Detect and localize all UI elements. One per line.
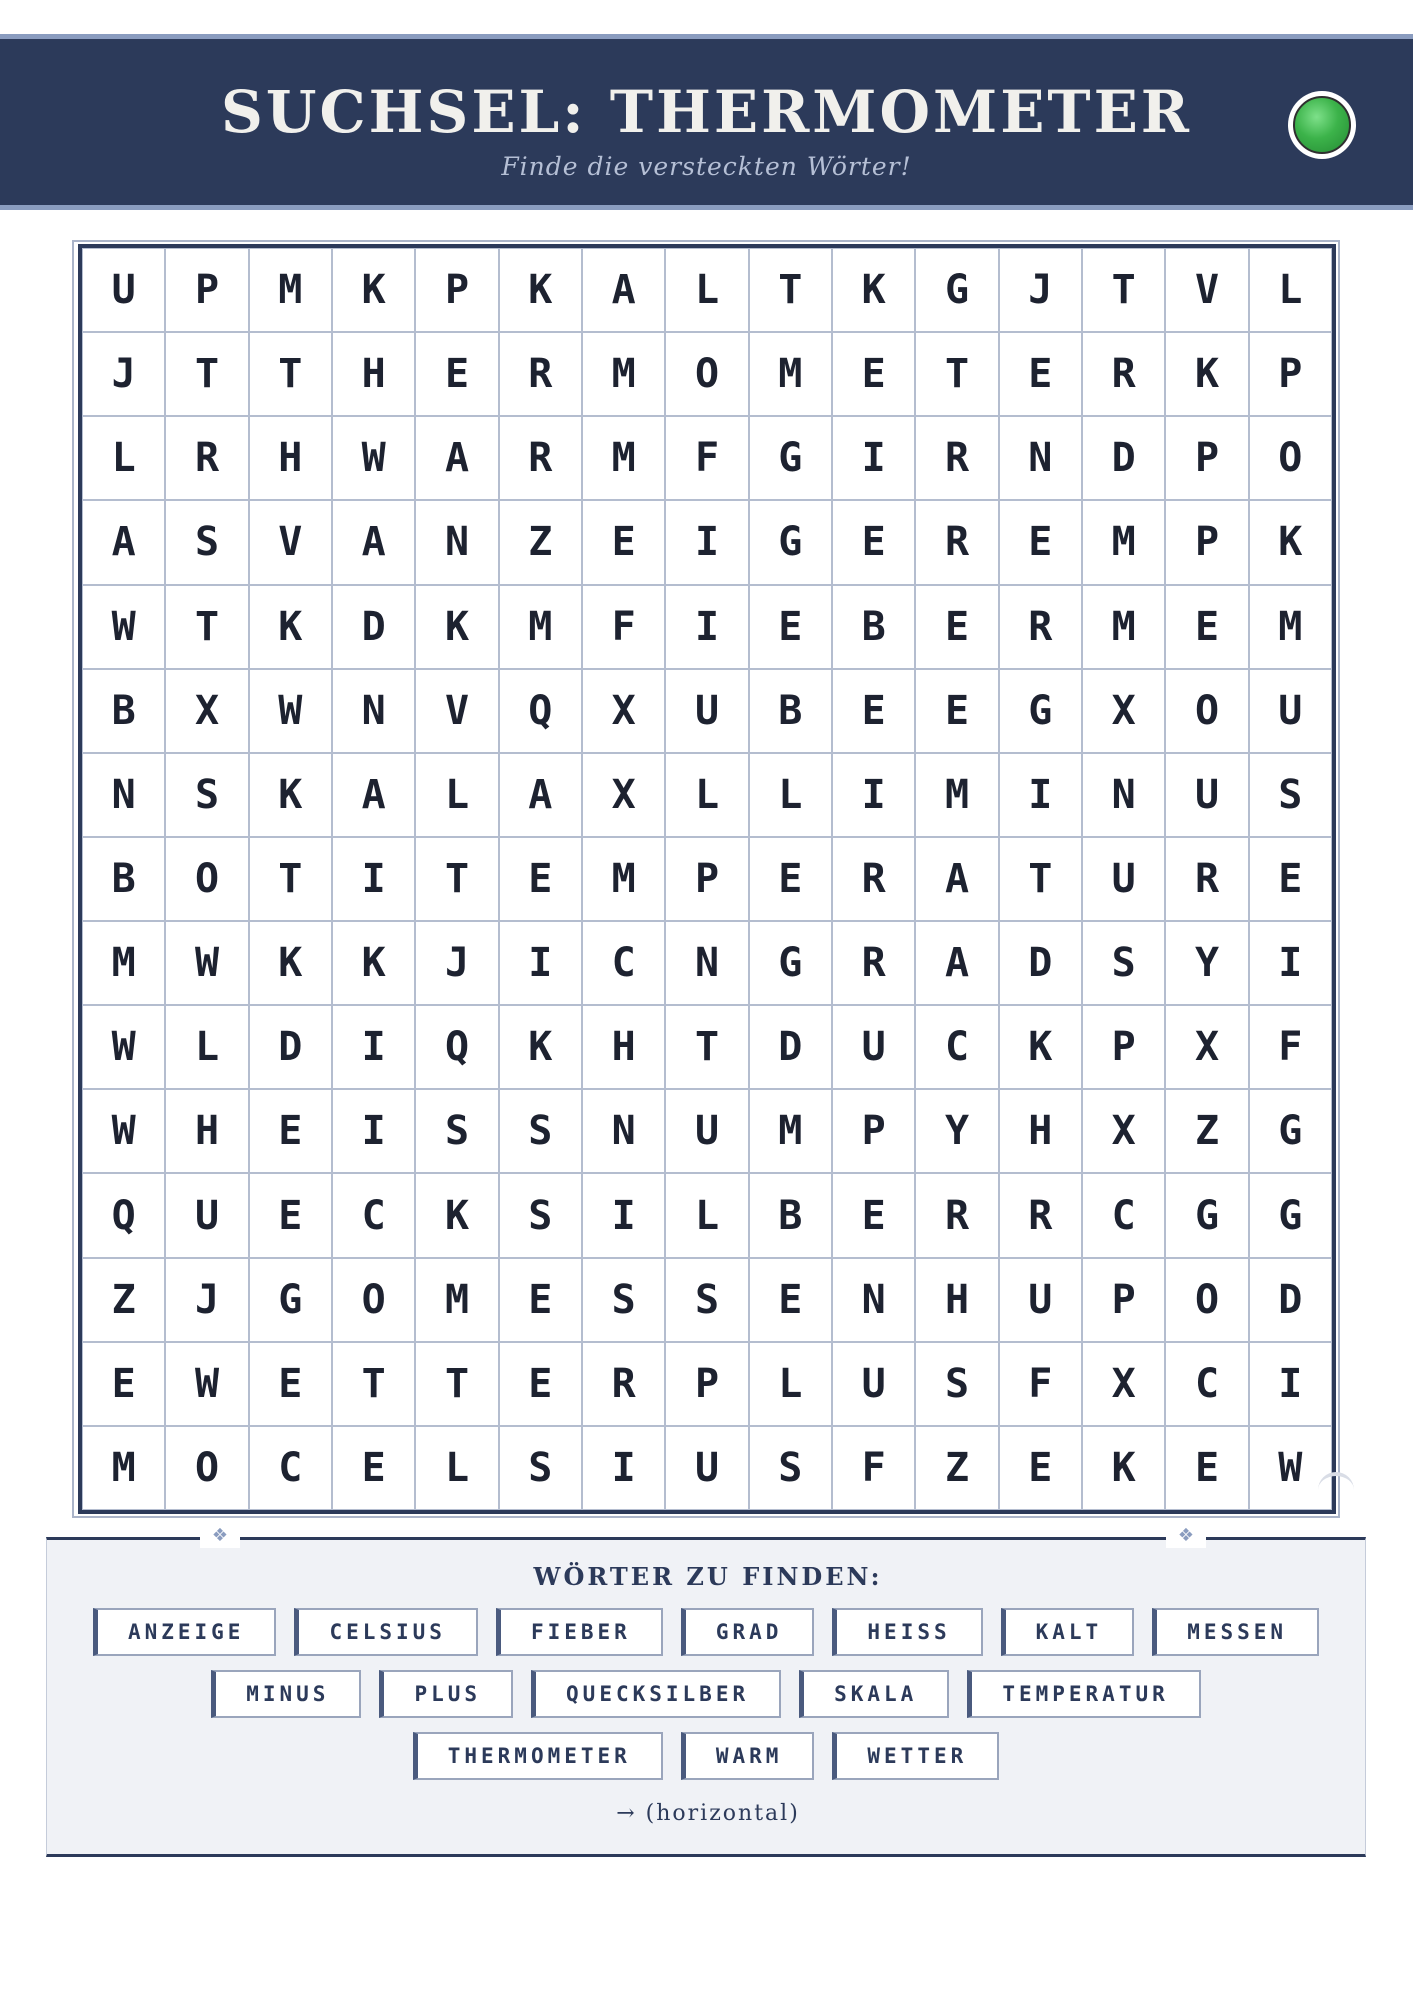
grid-cell[interactable]: L — [165, 1005, 248, 1089]
grid-cell[interactable]: E — [749, 837, 832, 921]
grid-cell[interactable]: E — [1165, 1426, 1248, 1510]
grid-cell[interactable]: E — [999, 500, 1082, 584]
grid-cell[interactable]: L — [415, 753, 498, 837]
ornament-icon: ❖ — [1166, 1524, 1206, 1548]
grid-cell[interactable]: P — [1082, 1258, 1165, 1342]
grid-cell[interactable]: U — [82, 248, 165, 332]
grid-cell[interactable]: O — [665, 332, 748, 416]
grid-cell[interactable]: Q — [82, 1173, 165, 1257]
grid-cell[interactable]: L — [665, 1173, 748, 1257]
grid-cell[interactable]: Z — [499, 500, 582, 584]
grid-cell[interactable]: G — [999, 669, 1082, 753]
grid-cell[interactable]: R — [1165, 837, 1248, 921]
grid-cell[interactable]: R — [832, 921, 915, 1005]
grid-cell[interactable]: E — [749, 1258, 832, 1342]
grid-cell[interactable]: T — [999, 837, 1082, 921]
grid-cell[interactable]: M — [82, 1426, 165, 1510]
grid-cell[interactable]: M — [1082, 500, 1165, 584]
grid-cell[interactable]: K — [1082, 1426, 1165, 1510]
grid-cell[interactable]: G — [1249, 1089, 1332, 1173]
grid-cell[interactable]: A — [82, 500, 165, 584]
grid-cell[interactable]: I — [499, 921, 582, 1005]
grid-cell[interactable]: Y — [915, 1089, 998, 1173]
grid-cell[interactable]: E — [249, 1089, 332, 1173]
grid-cell[interactable]: K — [1165, 332, 1248, 416]
grid-cell[interactable]: T — [665, 1005, 748, 1089]
grid-cell[interactable]: O — [165, 1426, 248, 1510]
word-chip: HEISS — [832, 1608, 982, 1656]
grid-cell[interactable]: U — [165, 1173, 248, 1257]
grid-cell[interactable]: A — [499, 753, 582, 837]
grid-cell[interactable]: R — [165, 416, 248, 500]
grid-cell[interactable]: A — [332, 500, 415, 584]
grid-cell[interactable]: U — [665, 1426, 748, 1510]
grid-cell[interactable]: T — [165, 585, 248, 669]
grid-cell[interactable]: M — [749, 1089, 832, 1173]
grid-cell[interactable]: I — [1249, 1342, 1332, 1426]
grid-cell[interactable]: L — [82, 416, 165, 500]
grid-cell[interactable]: E — [999, 332, 1082, 416]
grid-cell[interactable]: E — [915, 585, 998, 669]
grid-cell[interactable]: K — [415, 1173, 498, 1257]
grid-cell[interactable]: K — [499, 248, 582, 332]
grid-cell[interactable]: M — [749, 332, 832, 416]
grid-cell[interactable]: P — [165, 248, 248, 332]
grid-cell[interactable]: T — [915, 332, 998, 416]
grid-cell[interactable]: N — [332, 669, 415, 753]
grid-cell[interactable]: E — [999, 1426, 1082, 1510]
grid-cell[interactable]: W — [249, 669, 332, 753]
ornament-icon: ❖ — [200, 1524, 240, 1548]
grid-cell[interactable]: I — [332, 1089, 415, 1173]
grid-cell[interactable]: I — [332, 837, 415, 921]
grid-cell[interactable]: W — [1249, 1426, 1332, 1510]
grid-cell[interactable]: D — [1249, 1258, 1332, 1342]
grid-cell[interactable]: K — [249, 753, 332, 837]
grid-cell[interactable]: K — [249, 921, 332, 1005]
grid-cell[interactable]: X — [1165, 1005, 1248, 1089]
grid-cell[interactable]: S — [665, 1258, 748, 1342]
grid-cell[interactable]: U — [832, 1342, 915, 1426]
grid-cell[interactable]: W — [82, 1089, 165, 1173]
grid-cell[interactable]: M — [1082, 585, 1165, 669]
grid-cell[interactable]: M — [82, 921, 165, 1005]
grid-cell[interactable]: N — [1082, 753, 1165, 837]
word-chip: CELSIUS — [294, 1608, 478, 1656]
grid-cell[interactable]: M — [499, 585, 582, 669]
grid-cell[interactable]: P — [665, 837, 748, 921]
grid-cell[interactable]: E — [332, 1426, 415, 1510]
grid-cell[interactable]: U — [1082, 837, 1165, 921]
grid-cell[interactable]: Z — [1165, 1089, 1248, 1173]
grid-cell[interactable]: E — [499, 837, 582, 921]
grid-cell[interactable]: F — [582, 585, 665, 669]
grid-cell[interactable]: T — [332, 1342, 415, 1426]
grid-cell[interactable]: N — [832, 1258, 915, 1342]
grid-cell[interactable]: E — [415, 332, 498, 416]
word-chip: MINUS — [211, 1670, 361, 1718]
grid-cell[interactable]: K — [1249, 500, 1332, 584]
grid-cell[interactable]: U — [999, 1258, 1082, 1342]
grid-cell[interactable]: W — [82, 585, 165, 669]
grid-cell[interactable]: N — [582, 1089, 665, 1173]
grid-cell[interactable]: M — [1249, 585, 1332, 669]
grid-cell[interactable]: T — [415, 837, 498, 921]
grid-cell[interactable]: R — [499, 416, 582, 500]
grid-cell[interactable]: J — [415, 921, 498, 1005]
grid-cell[interactable]: K — [249, 585, 332, 669]
grid-cell[interactable]: S — [915, 1342, 998, 1426]
grid-cell[interactable]: F — [832, 1426, 915, 1510]
grid-cell[interactable]: S — [499, 1173, 582, 1257]
grid-cell[interactable]: D — [332, 585, 415, 669]
grid-cell[interactable]: S — [582, 1258, 665, 1342]
grid-cell[interactable]: W — [165, 1342, 248, 1426]
grid-cell[interactable]: Q — [499, 669, 582, 753]
word-chip: TEMPERATUR — [967, 1670, 1200, 1718]
grid-cell[interactable]: X — [1082, 669, 1165, 753]
grid-cell[interactable]: M — [582, 837, 665, 921]
grid-cell[interactable]: B — [749, 1173, 832, 1257]
grid-cell[interactable]: O — [1165, 1258, 1248, 1342]
grid-cell[interactable]: R — [832, 837, 915, 921]
status-light-icon — [1288, 91, 1356, 159]
grid-cell[interactable]: Z — [915, 1426, 998, 1510]
grid-cell[interactable]: H — [249, 416, 332, 500]
grid-cell[interactable]: W — [82, 1005, 165, 1089]
grid-cell[interactable]: E — [915, 669, 998, 753]
grid-cell[interactable]: C — [249, 1426, 332, 1510]
grid-cell[interactable]: E — [499, 1258, 582, 1342]
grid-cell[interactable]: E — [82, 1342, 165, 1426]
grid-cell[interactable]: P — [832, 1089, 915, 1173]
grid-cell[interactable]: E — [1249, 837, 1332, 921]
grid-cell[interactable]: H — [165, 1089, 248, 1173]
grid-cell[interactable]: G — [249, 1258, 332, 1342]
grid-cell[interactable]: O — [165, 837, 248, 921]
grid-cell[interactable]: M — [415, 1258, 498, 1342]
grid-cell[interactable]: J — [165, 1258, 248, 1342]
grid-cell[interactable]: P — [415, 248, 498, 332]
grid-cell[interactable]: Z — [82, 1258, 165, 1342]
grid-cell[interactable]: U — [665, 1089, 748, 1173]
grid-cell[interactable]: E — [249, 1342, 332, 1426]
grid-cell[interactable]: U — [1165, 753, 1248, 837]
grid-cell[interactable]: D — [999, 921, 1082, 1005]
grid-cell[interactable]: Q — [415, 1005, 498, 1089]
grid-cell[interactable]: G — [749, 500, 832, 584]
grid-cell[interactable]: R — [999, 1173, 1082, 1257]
grid-cell[interactable]: S — [415, 1089, 498, 1173]
grid-cell[interactable]: K — [832, 248, 915, 332]
grid-cell[interactable]: V — [1165, 248, 1248, 332]
grid-cell[interactable]: X — [1082, 1089, 1165, 1173]
grid-cell[interactable]: E — [1165, 585, 1248, 669]
grid-cell[interactable]: S — [499, 1089, 582, 1173]
grid-cell[interactable]: G — [1165, 1173, 1248, 1257]
letter-grid — [78, 244, 1336, 1514]
grid-cell[interactable]: K — [332, 248, 415, 332]
grid-cell[interactable]: L — [665, 248, 748, 332]
grid-cell[interactable]: R — [915, 500, 998, 584]
grid-cell[interactable]: E — [832, 332, 915, 416]
grid-cell[interactable]: V — [415, 669, 498, 753]
grid-cell[interactable]: P — [1249, 332, 1332, 416]
grid-cell[interactable]: P — [1082, 1005, 1165, 1089]
grid-cell[interactable]: A — [915, 921, 998, 1005]
grid-cell[interactable]: S — [499, 1426, 582, 1510]
grid-cell[interactable]: W — [165, 921, 248, 1005]
grid-cell[interactable]: X — [1082, 1342, 1165, 1426]
word-chip: WARM — [681, 1732, 815, 1780]
grid-cell[interactable]: U — [832, 1005, 915, 1089]
grid-cell[interactable]: O — [1165, 669, 1248, 753]
grid-cell[interactable]: U — [665, 669, 748, 753]
grid-cell[interactable]: P — [665, 1342, 748, 1426]
grid-cell[interactable]: R — [999, 585, 1082, 669]
grid-cell[interactable]: R — [915, 416, 998, 500]
grid-cell[interactable]: J — [999, 248, 1082, 332]
grid-cell[interactable]: G — [749, 416, 832, 500]
direction-note: → (horizontal) — [616, 1801, 800, 1826]
grid-cell[interactable]: L — [665, 753, 748, 837]
grid-cell[interactable]: T — [749, 248, 832, 332]
grid-cell[interactable]: R — [582, 1342, 665, 1426]
grid-cell[interactable]: T — [249, 332, 332, 416]
grid-cell[interactable]: R — [1082, 332, 1165, 416]
grid-cell[interactable]: C — [1082, 1173, 1165, 1257]
header-banner — [0, 34, 1413, 210]
grid-cell[interactable]: C — [1165, 1342, 1248, 1426]
word-row — [46, 1608, 1366, 1656]
grid-cell[interactable]: L — [415, 1426, 498, 1510]
grid-cell[interactable]: V — [249, 500, 332, 584]
grid-cell[interactable]: H — [999, 1089, 1082, 1173]
grid-cell[interactable]: A — [582, 248, 665, 332]
word-chip: SKALA — [799, 1670, 949, 1718]
grid-cell[interactable]: U — [1249, 669, 1332, 753]
word-chip: GRAD — [681, 1608, 815, 1656]
grid-cell[interactable]: I — [665, 500, 748, 584]
word-chip: KALT — [1001, 1608, 1135, 1656]
grid-cell[interactable]: N — [415, 500, 498, 584]
grid-cell[interactable]: O — [332, 1258, 415, 1342]
grid-cell[interactable]: F — [665, 416, 748, 500]
grid-cell[interactable]: H — [332, 332, 415, 416]
grid-cell[interactable]: J — [82, 332, 165, 416]
grid-cell[interactable]: A — [332, 753, 415, 837]
grid-cell[interactable]: S — [165, 753, 248, 837]
word-chip: THERMOMETER — [413, 1732, 663, 1780]
grid-cell[interactable]: N — [999, 416, 1082, 500]
grid-cell[interactable]: F — [999, 1342, 1082, 1426]
grid-cell[interactable]: E — [832, 1173, 915, 1257]
word-chip: PLUS — [379, 1670, 513, 1718]
grid-cell[interactable]: L — [1249, 248, 1332, 332]
grid-cell[interactable]: I — [832, 416, 915, 500]
page-subtitle: Finde die versteckten Wörter! — [501, 152, 912, 181]
grid-cell[interactable]: A — [415, 416, 498, 500]
word-chip: MESSEN — [1152, 1608, 1319, 1656]
grid-cell[interactable]: I — [665, 585, 748, 669]
grid-cell[interactable]: R — [915, 1173, 998, 1257]
grid-cell[interactable]: B — [749, 669, 832, 753]
grid-cell[interactable]: I — [582, 1426, 665, 1510]
word-chip: WETTER — [832, 1732, 999, 1780]
grid-cell[interactable]: E — [582, 500, 665, 584]
grid-cell[interactable]: B — [82, 837, 165, 921]
grid-cell[interactable]: H — [582, 1005, 665, 1089]
grid-cell[interactable]: K — [332, 921, 415, 1005]
grid-cell[interactable]: I — [832, 753, 915, 837]
grid-cell[interactable]: I — [999, 753, 1082, 837]
grid-cell[interactable]: I — [582, 1173, 665, 1257]
grid-cell[interactable]: Y — [1165, 921, 1248, 1005]
grid-cell[interactable]: S — [749, 1426, 832, 1510]
grid-cell[interactable]: E — [832, 500, 915, 584]
grid-cell[interactable]: G — [749, 921, 832, 1005]
grid-cell[interactable]: M — [582, 416, 665, 500]
grid-cell[interactable]: N — [665, 921, 748, 1005]
word-row — [46, 1732, 1366, 1780]
grid-cell[interactable]: N — [82, 753, 165, 837]
grid-cell[interactable]: R — [499, 332, 582, 416]
grid-cell[interactable]: B — [832, 585, 915, 669]
grid-cell[interactable]: P — [1165, 416, 1248, 500]
grid-cell[interactable]: K — [499, 1005, 582, 1089]
grid-cell[interactable]: I — [1249, 921, 1332, 1005]
grid-cell[interactable]: L — [749, 753, 832, 837]
word-chip: ANZEIGE — [93, 1608, 277, 1656]
grid-cell[interactable]: T — [249, 837, 332, 921]
grid-cell[interactable]: G — [1249, 1173, 1332, 1257]
grid-cell[interactable]: L — [749, 1342, 832, 1426]
grid-cell[interactable]: H — [915, 1258, 998, 1342]
grid-cell[interactable]: T — [415, 1342, 498, 1426]
grid-cell[interactable]: M — [249, 248, 332, 332]
word-row — [46, 1670, 1366, 1718]
grid-cell[interactable]: I — [332, 1005, 415, 1089]
grid-cell[interactable]: X — [165, 669, 248, 753]
grid-cell[interactable]: T — [165, 332, 248, 416]
grid-cell[interactable]: K — [415, 585, 498, 669]
grid-cell[interactable]: M — [582, 332, 665, 416]
grid-cell[interactable]: S — [1249, 753, 1332, 837]
grid-cell[interactable]: C — [332, 1173, 415, 1257]
grid-cell[interactable]: E — [249, 1173, 332, 1257]
word-chip: FIEBER — [496, 1608, 663, 1656]
grid-cell[interactable]: D — [1082, 416, 1165, 500]
grid-cell[interactable]: B — [82, 669, 165, 753]
grid-cell[interactable]: D — [249, 1005, 332, 1089]
grid-cell[interactable]: X — [582, 753, 665, 837]
word-chip: QUECKSILBER — [531, 1670, 781, 1718]
grid-cell[interactable]: C — [915, 1005, 998, 1089]
grid-cell[interactable]: A — [915, 837, 998, 921]
grid-cell[interactable]: T — [1082, 248, 1165, 332]
grid-cell[interactable]: O — [1249, 416, 1332, 500]
grid-cell[interactable]: P — [1165, 500, 1248, 584]
grid-cell[interactable]: E — [749, 585, 832, 669]
grid-cell[interactable]: G — [915, 248, 998, 332]
grid-cell[interactable]: C — [582, 921, 665, 1005]
grid-cell[interactable]: S — [1082, 921, 1165, 1005]
word-list-heading: WÖRTER ZU FINDEN: — [533, 1562, 883, 1591]
grid-cell[interactable]: W — [332, 416, 415, 500]
grid-cell[interactable]: K — [999, 1005, 1082, 1089]
grid-cell[interactable]: E — [832, 669, 915, 753]
grid-cell[interactable]: X — [582, 669, 665, 753]
page-title: SUCHSEL: THERMOMETER — [221, 78, 1192, 146]
grid-cell[interactable]: D — [749, 1005, 832, 1089]
grid-cell[interactable]: F — [1249, 1005, 1332, 1089]
grid-cell[interactable]: M — [915, 753, 998, 837]
grid-cell[interactable]: S — [165, 500, 248, 584]
grid-cell[interactable]: E — [499, 1342, 582, 1426]
